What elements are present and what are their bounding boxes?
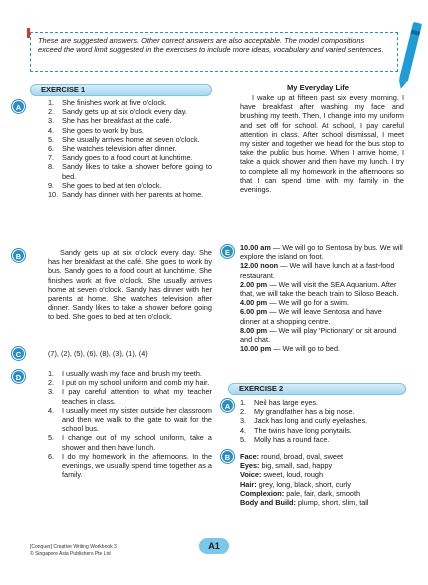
section-2a-badge: A: [221, 399, 234, 412]
schedule-activity: — We will have lunch at a fast-food restaurant.: [240, 261, 395, 280]
list-item: [48, 387, 212, 405]
list-item: [48, 116, 212, 125]
section-e-badge: E: [221, 245, 234, 258]
exercise-2a-list: [240, 398, 404, 444]
list-item: [48, 162, 212, 180]
list-item: [48, 181, 212, 190]
list-item: [48, 153, 212, 162]
description-row: [240, 461, 404, 470]
list-item: [240, 416, 404, 425]
item-text: I do my homework in the afternoons. In the evenings, we usually spend time together as a family.: [62, 451, 212, 480]
item-text: I usually meet my sister outside her classroom and then we walk to the gate to wait for the school bus.: [62, 405, 212, 434]
item-text: She has her breakfast at the café.: [62, 116, 172, 126]
composition-paragraph: I wake up at fifteen past six every morning. I have breakfast after washing my face and brushing my teeth. Then, I change into my uniform and set off for school. At school, I pay careful attention in class. After school dismissal, I meet my sister and together we head for the bus stop to take the public bus home. When I arrive home, I take a quick shower and then have my lunch. I try to complete all my homework in the afternoons so that I can spend time with my family in the evenings.: [240, 93, 404, 195]
list-item: [48, 433, 212, 451]
item-text: I change out of my school uniform, take a shower and then have lunch.: [62, 433, 212, 452]
schedule-time: 4.00 pm: [240, 298, 268, 308]
item-number: 8.: [48, 162, 55, 172]
section-c-badge: C: [12, 347, 25, 360]
item-number: 4.: [240, 425, 247, 435]
schedule-entry: [240, 298, 404, 307]
schedule-time: 10.00 pm: [240, 344, 272, 354]
schedule-entry: [240, 326, 404, 344]
section-b-badge: B: [12, 249, 25, 262]
item-number: 1.: [240, 398, 247, 407]
schedule-activity: — We will play 'Pictionary' or sit around and chat.: [240, 325, 397, 345]
footer-book-title: [Conquer] Creative Writing Workbook 3: [30, 544, 117, 550]
description-category: Complexion:: [240, 488, 285, 498]
list-item: [48, 378, 212, 387]
description-words: big, small, sad, happy: [259, 461, 333, 471]
item-number: 3.: [240, 416, 247, 426]
list-item: [240, 435, 404, 444]
description-category: Face:: [240, 452, 260, 461]
answer-note: These are suggested answers. Other correct answers are also acceptable. The model compositions exceed the word limit suggested in the exercises to include more ideas, vocabulary and varied sentences.: [30, 32, 398, 72]
schedule-activity: — We will leave Sentosa and have dinner at a shopping centre.: [240, 307, 382, 326]
schedule-time: 6.00 pm: [240, 307, 268, 317]
description-words: round, broad, oval, sweet: [259, 452, 344, 461]
item-text: I put on my school uniform and comb my hair.: [62, 378, 210, 388]
item-text: She goes to work by bus.: [62, 125, 144, 135]
description-row: [240, 452, 404, 461]
composition-title: My Everyday Life: [286, 83, 350, 92]
list-item: [48, 452, 212, 480]
item-text: I pay careful attention to what my teacher teaches in class.: [62, 387, 212, 406]
item-number: 2.: [48, 378, 55, 388]
item-number: 5.: [48, 134, 55, 144]
description-category: Eyes:: [240, 461, 260, 471]
list-item: [48, 144, 212, 153]
list-item: [48, 406, 212, 434]
item-number: 2.: [48, 107, 55, 117]
schedule-list: [240, 243, 404, 353]
exercise-1d-list: [48, 369, 212, 479]
schedule-entry: [240, 280, 404, 298]
section-2b-badge: B: [221, 450, 234, 463]
schedule-activity: — We will go to bed.: [271, 344, 341, 354]
item-number: 7.: [48, 153, 55, 163]
schedule-activity: — We will visit the SEA Aquarium. After that, we will take the beach train to Siloso Beach.: [240, 279, 399, 299]
item-number: 2.: [240, 407, 247, 417]
exercise-1a-list: [48, 98, 212, 199]
exercise-1b-paragraph: Sandy gets up at six o'clock every day. She has her breakfast at the café. She goes to work by bus. Sandy goes to a food court at lunchtime. She finishes work at five o'clock. She usually arrives home at seven o'clock. Sandy has dinner with her parents at home. She watches television after dinner. Sandy likes to take a shower before going to bed. She goes to bed at ten o'clock.: [48, 248, 212, 322]
item-text: Sandy gets up at six o'clock every day.: [62, 107, 187, 117]
list-item: [48, 126, 212, 135]
description-row: [240, 498, 404, 507]
item-number: 10.: [48, 190, 59, 200]
list-item: [48, 107, 212, 116]
item-number: 3.: [48, 116, 55, 126]
description-words: pale, fair, dark, smooth: [284, 488, 361, 498]
item-number: 3.: [48, 387, 55, 397]
description-row: [240, 489, 404, 498]
description-words: sweet, loud, rough: [261, 470, 324, 480]
section-a-badge: A: [12, 100, 25, 113]
item-text: Molly has a round face.: [254, 434, 330, 444]
page-number: A1: [199, 538, 229, 554]
item-number: 1.: [48, 98, 55, 107]
description-row: [240, 480, 404, 489]
list-item: [48, 369, 212, 378]
item-text: Sandy goes to a food court at lunchtime.: [62, 153, 193, 163]
exercise-1c-order: (7), (2), (5), (6), (8), (3), (1), (4): [48, 349, 148, 358]
item-number: 1.: [48, 369, 55, 378]
item-text: She watches television after dinner.: [62, 144, 177, 154]
item-text: My grandfather has a big nose.: [254, 407, 355, 417]
item-number: 4.: [48, 405, 55, 415]
schedule-entry: [240, 307, 404, 325]
schedule-time: 12.00 noon: [240, 261, 279, 271]
item-number: 9.: [48, 180, 55, 190]
item-number: 6.: [48, 451, 55, 461]
item-text: I usually wash my face and brush my teeth.: [62, 369, 202, 378]
schedule-activity: — We will go to Sentosa by bus. We will explore the island on foot.: [240, 243, 403, 262]
item-number: 4.: [48, 125, 55, 135]
item-text: She finishes work at five o'clock.: [62, 98, 167, 107]
description-category: Body and Build:: [240, 498, 296, 508]
schedule-time: 10.00 am: [240, 243, 271, 252]
pen-icon: [399, 22, 422, 82]
item-text: Sandy has dinner with her parents at home.: [62, 190, 204, 200]
item-text: The twins have long ponytails.: [254, 425, 352, 435]
item-number: 6.: [48, 144, 55, 154]
list-item: [48, 98, 212, 107]
description-words: plump, short, slim, tall: [295, 498, 369, 508]
item-text: Neil has large eyes.: [254, 398, 319, 407]
section-d-badge: D: [12, 370, 25, 383]
exercise-1-heading: EXERCISE 1: [30, 84, 212, 96]
schedule-activity: — We will go for a swim.: [267, 298, 349, 308]
item-number: 5.: [240, 434, 247, 444]
item-text: She goes to bed at ten o'clock.: [62, 180, 162, 190]
item-text: Jack has long and curly eyelashes.: [254, 416, 368, 426]
description-words: grey, long, black, short, curly: [256, 479, 351, 489]
list-item: [240, 398, 404, 407]
description-category: Voice:: [240, 470, 262, 480]
schedule-entry: [240, 243, 404, 261]
exercise-2-heading: EXERCISE 2: [228, 383, 406, 395]
list-item: [240, 407, 404, 416]
schedule-entry: [240, 261, 404, 279]
item-number: 5.: [48, 433, 55, 443]
list-item: [48, 190, 212, 199]
schedule-entry: [240, 344, 404, 353]
schedule-time: 8.00 pm: [240, 325, 268, 335]
item-text: She usually arrives home at seven o'clock.: [62, 134, 200, 144]
description-category: Hair:: [240, 479, 257, 489]
list-item: [48, 135, 212, 144]
description-row: [240, 470, 404, 479]
list-item: [240, 426, 404, 435]
schedule-time: 2.00 pm: [240, 279, 268, 289]
exercise-2b-descriptions: [240, 452, 404, 507]
footer-copyright: © Singapore Asia Publishers Pte Ltd: [30, 551, 111, 557]
item-text: Sandy likes to take a shower before going to bed.: [62, 162, 212, 181]
